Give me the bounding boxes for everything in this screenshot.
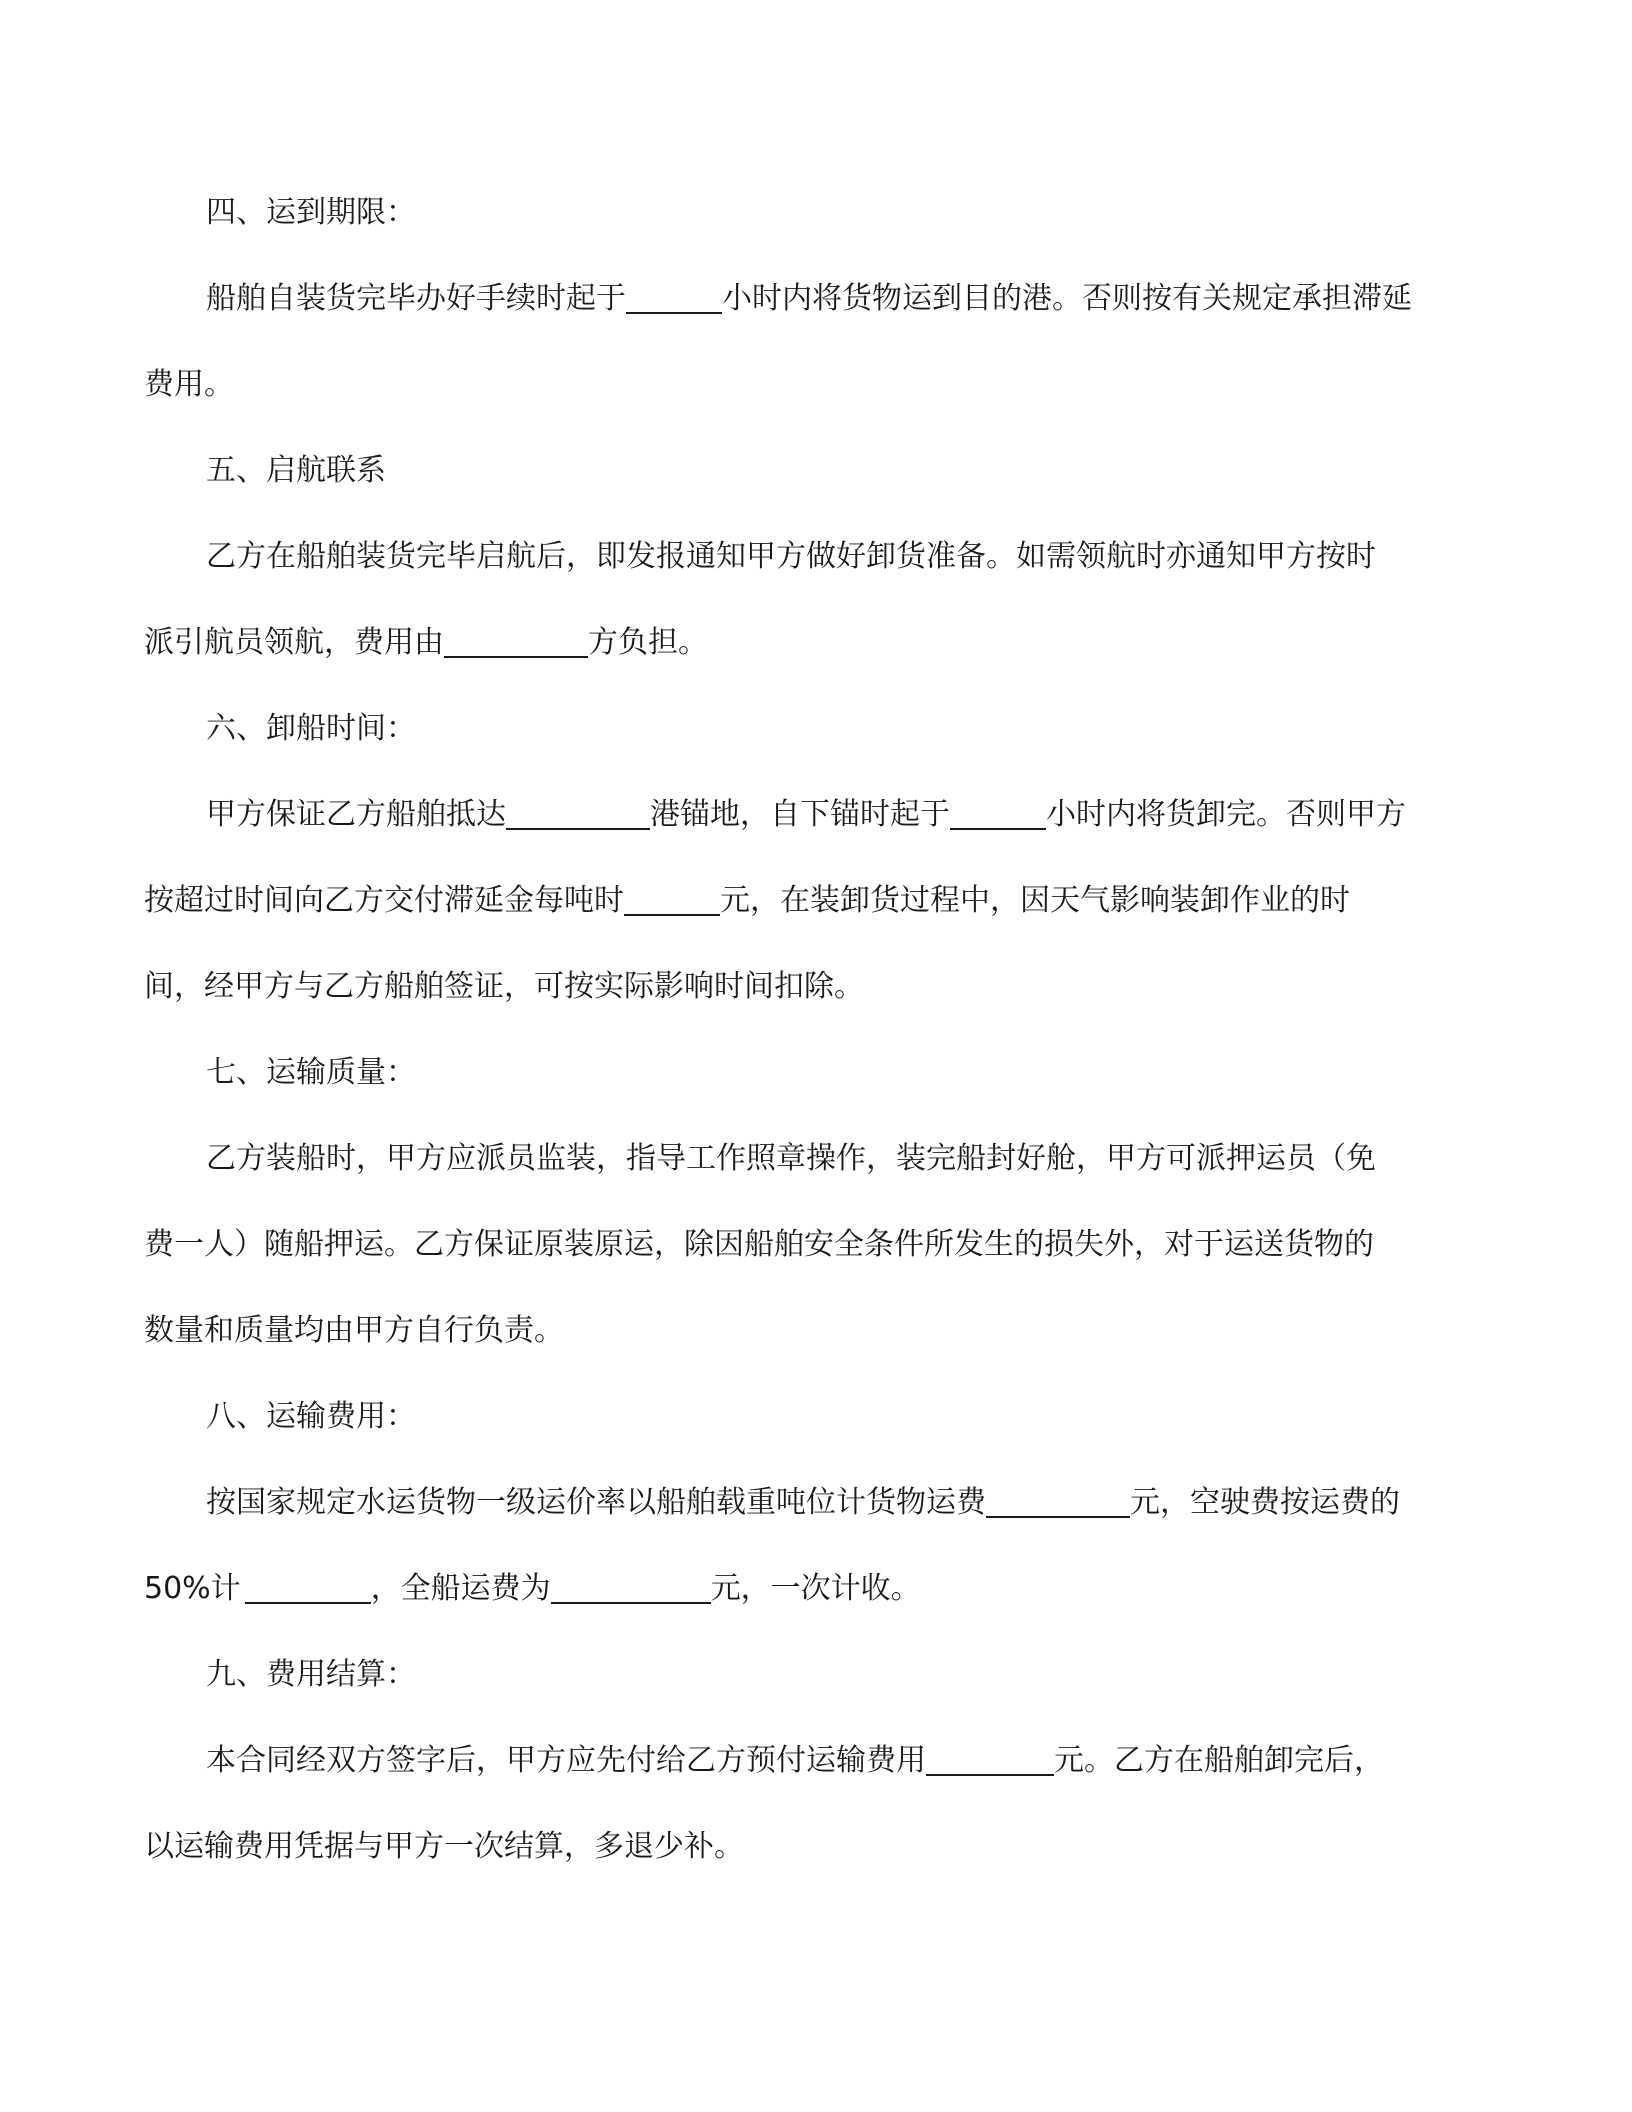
fill-in-blank xyxy=(986,1486,1130,1518)
fill-in-blank xyxy=(624,884,720,916)
paragraph-line: 本合同经双方签字后，甲方应先付给乙方预付运输费用 元。乙方在船舶卸完后， xyxy=(206,1743,1384,1778)
paragraph-line: 间，经甲方与乙方船舶签证，可按实际影响时间扣除。 xyxy=(144,969,864,1004)
fill-in-blank xyxy=(444,626,588,658)
fill-in-blank xyxy=(626,282,722,314)
paragraph-line: 以运输费用凭据与甲方一次结算，多退少补。 xyxy=(144,1829,744,1864)
section-heading-8: 八、运输费用： xyxy=(206,1399,416,1434)
section-heading-5: 五、启航联系 xyxy=(206,453,386,488)
section-heading-4: 四、运到期限： xyxy=(206,195,416,230)
paragraph-line: 50%计 ，全船运费为 元，一次计收。 xyxy=(144,1571,921,1606)
paragraph-line: 船舶自装货完毕办好手续时起于 小时内将货物运到目的港。否则按有关规定承担滞延 xyxy=(206,281,1412,316)
paragraph-line: 费一人）随船押运。乙方保证原装原运，除因船舶安全条件所发生的损失外，对于运送货物的 xyxy=(144,1227,1374,1262)
fill-in-blank xyxy=(551,1572,711,1604)
section-heading-6: 六、卸船时间： xyxy=(206,711,416,746)
section-heading-9: 九、费用结算： xyxy=(206,1657,416,1692)
paragraph-line: 按超过时间向乙方交付滞延金每吨时 元，在装卸货过程中，因天气影响装卸作业的时 xyxy=(144,883,1350,918)
paragraph-line: 数量和质量均由甲方自行负责。 xyxy=(144,1313,564,1348)
paragraph-line: 乙方装船时，甲方应派员监装，指导工作照章操作，装完船封好舱，甲方可派押运员（免 xyxy=(206,1141,1376,1176)
paragraph-line: 费用。 xyxy=(144,367,234,402)
fill-in-blank xyxy=(926,1744,1054,1776)
paragraph-line: 乙方在船舶装货完毕启航后，即发报通知甲方做好卸货准备。如需领航时亦通知甲方按时 xyxy=(206,539,1376,574)
fill-in-blank xyxy=(950,798,1046,830)
fill-in-blank xyxy=(245,1572,371,1604)
paragraph-line: 按国家规定水运货物一级运价率以船舶载重吨位计货物运费 元，空驶费按运费的 xyxy=(206,1485,1400,1520)
fill-in-blank xyxy=(506,798,650,830)
section-heading-7: 七、运输质量： xyxy=(206,1055,416,1090)
paragraph-line: 派引航员领航，费用由 方负担。 xyxy=(144,625,708,660)
paragraph-line: 甲方保证乙方船舶抵达 港锚地，自下锚时起于 小时内将货卸完。否则甲方 xyxy=(206,797,1406,832)
